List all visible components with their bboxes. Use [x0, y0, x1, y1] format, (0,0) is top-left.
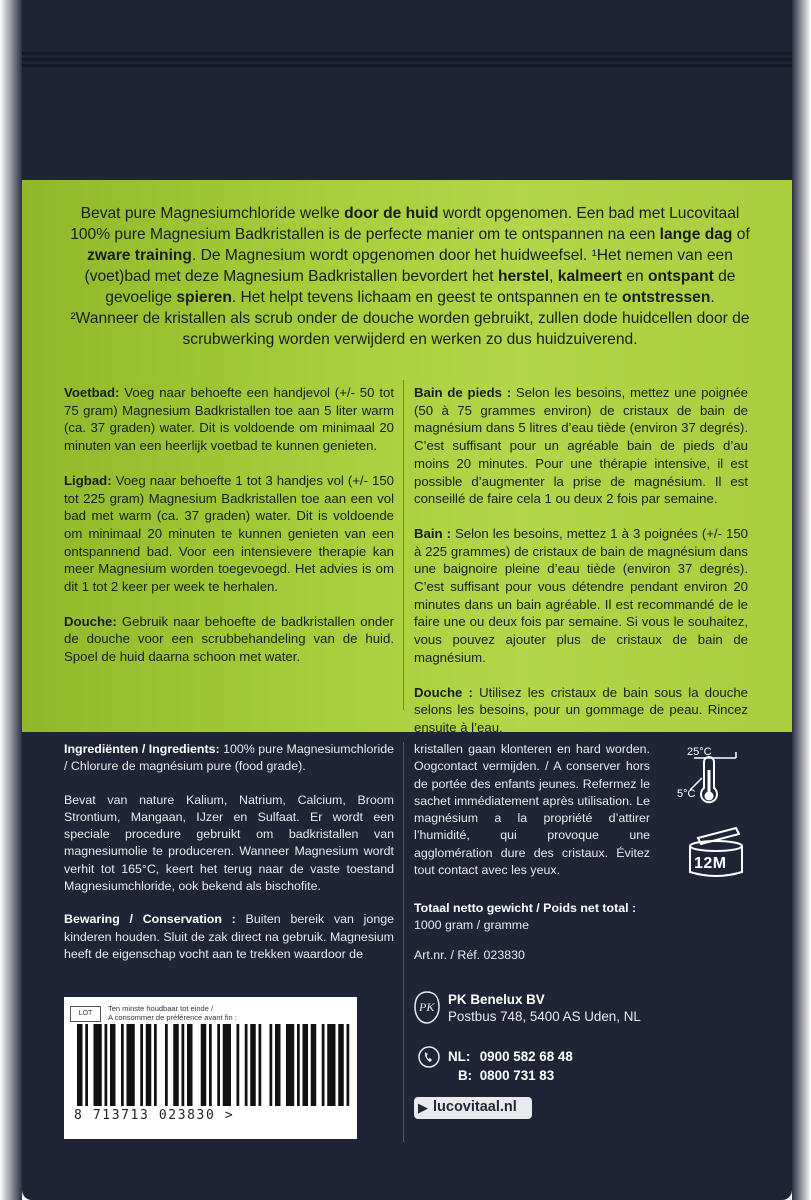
- barcode-bar: [237, 1024, 240, 1106]
- barcode-bar: [182, 1024, 185, 1106]
- barcode-bar: [77, 1024, 83, 1106]
- barcode-bar: [217, 1024, 220, 1106]
- barcode-bar: [140, 1024, 143, 1106]
- composition-paragraph: Bevat van nature Kalium, Natrium, Calcium, Broom Strontium, Mangaan, IJzer en Sulfaat. Er wordt een speciale procedure gebruikt om badkristallen van magnesiumolie te produceren. Wanneer Magnesium wordt verhit tot 165°C, keert het terug naar de vaste toestand Magnesiumchloride, ook bekend als bischofite.: [64, 792, 394, 894]
- bain-paragraph: Bain : Selon les besoins, mettez 1 à 3 poignées (+/- 150 à 225 grammes) de cristaux de bain de magnésium dans une baignoire pleine d’eau tiède (environ 37 degrés). C’est suffisant pour vous détendre pendant environ 20 minutes dans un bain agréable. Il est recommandé de le faire une ou deux fois par semaine. Si vous le souhaitez, vous pouvez ajouter plus de cristaux de bain de magnésium.: [414, 525, 748, 665]
- ligbad-paragraph: Ligbad: Voeg naar behoefte 1 tot 3 handjes vol (+/- 150 tot 225 gram) Magnesium Badkristallen toe aan een vol bad met warm (ca. 37 graden) water. Dit is voldoende om minimaal 20 minuten te kunnen genieten van een ontspannend bad. Voor een intensievere therapie kan meer Magnesium worden toegevoegd. Het advies is om dit 1 tot 2 keer per week te herhalen.: [64, 472, 394, 595]
- net-weight-label: Totaal netto gewicht / Poids net total :: [414, 901, 637, 915]
- douche-paragraph: Douche: Gebruik naar behoefte de badkristallen onder de douche voor een scrubbehandeling van de huid. Spoel de huid daarna schoon met water.: [64, 613, 394, 665]
- barcode-bar: [146, 1024, 152, 1106]
- bain-de-pieds-paragraph: Bain de pieds : Selon les besoins, mettez une poignée (50 à 75 grammes environ) de cristaux de bain de magnésium dans 5 litres d’eau tiède (environ 37 degrés). C’est suffisant pour un agréable bain de pieds d’au moins 20 minutes. Pour une thérapie intensive, il est possible d’augmenter la prise de magnésium. Il est conseillé de faire cela 1 ou deux 2 fois par semaine.: [414, 385, 749, 507]
- temp-low-label: 5°C: [677, 788, 696, 800]
- storage-continued-paragraph: kristallen gaan klonteren en hard worden. Oogcontact vermijden. / A conserver hors de portée des enfants jeunes. Refermez le sachet immédiatement après utilisation. Le magnésium a la propriété d’attirer l’humidité, qui provoque une agglomération dure des cristaux. Évitez tout contact avec les yeux.: [414, 742, 650, 878]
- best-before-nl: Ten minste houdbaar tot einde /: [108, 1004, 214, 1013]
- barcode-bar: [270, 1024, 273, 1106]
- phone-nl: NL: 0900 582 68 48: [448, 1049, 573, 1064]
- barcode-bar: [303, 1024, 309, 1106]
- barcode-bar: [173, 1024, 179, 1106]
- barcode-bar: [286, 1024, 294, 1106]
- barcode-bar: [245, 1024, 248, 1106]
- barcode-bar: [94, 1024, 102, 1106]
- svg-text:PK: PK: [419, 1000, 435, 1014]
- website-url: lucovitaal.nl: [433, 1099, 517, 1115]
- phone-be: B: 0800 731 83: [458, 1068, 555, 1083]
- barcode-bar: [110, 1024, 116, 1106]
- article-number: Art.nr. / Réf. 023830: [414, 947, 525, 962]
- barcode-bar: [165, 1024, 168, 1106]
- barcode-bar: [201, 1024, 207, 1106]
- barcode-bar: [127, 1024, 135, 1106]
- company-address: Postbus 748, 5400 AS Uden, NL: [448, 1009, 641, 1025]
- lot-field: LOT: [70, 1006, 101, 1022]
- net-weight-block: [414, 900, 714, 964]
- seal-ridge: [22, 58, 792, 61]
- barcode-bar: [347, 1024, 350, 1106]
- storage-paragraph: Bewaring / Conservation : Buiten bereik van jonge kinderen houden. Sluit de zak direct na gebruik. Magnesium heeft de eigenschap vocht aan te trekken waardoor de: [64, 912, 394, 961]
- barcode-bar: [311, 1024, 317, 1106]
- pk-logo: [414, 991, 440, 1024]
- pao-label: 12M: [694, 855, 727, 872]
- voetbad-paragraph: Voetbad: Voeg naar behoefte een handjevol (+/- 50 tot 75 gram) Magnesium Badkristallen toe aan 5 liter warm (ca. 37 graden) water. Dit is voldoende om minimaal 20 minuten van een heerlijk voetbad te kunnen genieten.: [64, 385, 394, 454]
- barcode-bar: [187, 1024, 193, 1106]
- best-before-field: [108, 1004, 237, 1022]
- storage-continued: [414, 741, 650, 895]
- french-usage-column: [414, 384, 748, 754]
- barcode-bar: [121, 1024, 124, 1106]
- barcode-bar: [297, 1024, 300, 1106]
- column-divider: [403, 380, 404, 710]
- barcode-bar: [250, 1024, 256, 1106]
- thermometer-icon: [676, 744, 756, 812]
- barcode: [73, 1024, 351, 1106]
- douche-fr-paragraph: Douche : Utilisez les cristaux de bain sous la douche selons les besoins, pour un gommage de peau. Rincez ensuite à l’eau.: [414, 684, 748, 735]
- best-before-fr: A consommer de préférence avant fin :: [108, 1013, 237, 1022]
- ingredients-paragraph: Ingrediënten / Ingredients: 100% pure Magnesiumchloride / Chlorure de magnésium pure (food grade).: [64, 742, 394, 774]
- cursor-icon: ▶: [418, 1100, 428, 1115]
- barcode-bar: [209, 1024, 212, 1106]
- column-divider: [403, 742, 404, 1142]
- barcode-bar: [327, 1024, 335, 1106]
- net-weight-value: 1000 gram / gramme: [414, 918, 530, 933]
- barcode-bar: [275, 1024, 281, 1106]
- barcode-bar: [105, 1024, 108, 1106]
- temp-high-label: 25°C: [687, 746, 712, 758]
- phone-block: [448, 1047, 648, 1085]
- company-block: [448, 991, 708, 1026]
- barcode-bar: [322, 1024, 325, 1106]
- barcode-bar: [259, 1024, 262, 1106]
- barcode-bar: [85, 1024, 88, 1106]
- ingredients-column: [64, 741, 394, 979]
- barcode-bar: [223, 1024, 231, 1106]
- barcode-bar: [338, 1024, 344, 1106]
- barcode-digits: 8 713713 023830 >: [74, 1108, 235, 1123]
- open-jar-icon: [684, 820, 748, 882]
- dutch-usage-column: [64, 384, 394, 683]
- company-name: PK Benelux BV: [448, 992, 545, 1007]
- seal-ridge: [22, 52, 792, 55]
- phone-icon: [418, 1046, 440, 1068]
- barcode-bar: [154, 1024, 157, 1106]
- intro-paragraph: Bevat pure Magnesiumchloride welke door de huid wordt opgenomen. Een bad met Lucovitaal 100% pure Magnesium Badkristallen is de perfecte manier om te ontspannen na een lange dag of zware training. De Magnesium wordt opgenomen door het huidweefsel. ¹Het nemen van een (voet)bad met deze Magnesium Badkristallen bevordert het herstel, kalmeert en ontspant de gevoelige spieren. Het helpt tevens lichaam en geest te ontspannen en te ontstressen. ²Wanneer de kristallen als scrub onder de douche worden gebruikt, zullen dode huidcellen door de scrubwerking worden verwijderd en werken zo dus huidzuiverend.: [70, 205, 750, 348]
- website-badge[interactable]: [414, 1097, 532, 1119]
- seal-ridge: [22, 64, 792, 67]
